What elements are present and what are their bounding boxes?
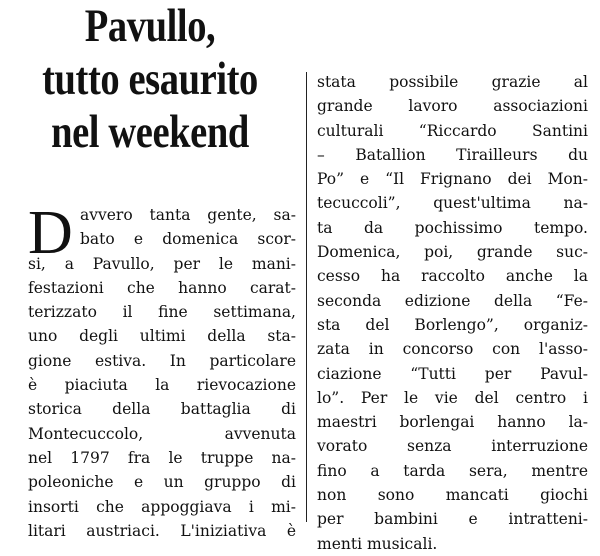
text-line: uno degli ultimi della sta-	[28, 327, 296, 346]
text-line: poleoniche e un gruppo di	[28, 473, 296, 492]
text-line: gione estiva. In particolare	[28, 351, 296, 370]
text-line: stata possibile grazie al	[317, 73, 588, 91]
column-divider	[306, 72, 307, 522]
headline	[27, 0, 273, 159]
text-line: menti musicali.	[317, 534, 438, 553]
headline-line-1: Pavullo,	[84, 0, 216, 52]
text-line: insorti che appoggiava i mi-	[28, 497, 296, 516]
text-line: seconda edizione della “Fe-	[317, 291, 588, 310]
text-line: sta del Borlengo”, organiz-	[317, 315, 588, 334]
text-line: maestri borlengai hanno la-	[317, 413, 588, 432]
text-line: è piaciuta la rievocazione	[28, 376, 296, 395]
text-line: avvero tanta gente, sa-	[80, 206, 296, 224]
text-line: tecuccoli”, quest'ultima na-	[317, 194, 588, 213]
text-line: bato e domenica scor-	[80, 230, 296, 249]
text-line: zata in concorso con l'asso-	[317, 340, 588, 359]
text-line: per bambini e intratteni-	[317, 510, 588, 529]
text-line: – Batallion Tiraillеurs du	[317, 145, 588, 164]
text-line: lo”. Per le vie del centro i	[317, 388, 588, 407]
headline-line-2: tutto esaurito	[42, 53, 258, 105]
text-line: litari austriaci. L'iniziativa è	[28, 521, 296, 540]
text-line: non sono mancati giochi	[317, 486, 588, 505]
text-line: ta da pochissimo tempo.	[317, 218, 588, 237]
text-line: culturali “Riccardo Santini	[317, 121, 588, 140]
text-line: nel 1797 fra le truppe na-	[28, 448, 296, 467]
text-line: cesso ha raccolto anche la	[317, 267, 588, 286]
text-line: festazioni che hanno carat-	[28, 278, 296, 297]
text-line: Po” e “Il Frignano dei Mon-	[317, 170, 588, 189]
text-line: si, a Pavullo, per le mani-	[28, 254, 296, 273]
text-line: Domenica, poi, grande suc-	[317, 243, 588, 262]
text-line: grande lavoro associazioni	[317, 97, 588, 116]
text-line: ciazione “Tutti per Pavul-	[317, 364, 588, 383]
headline-line-3: nel weekend	[51, 106, 249, 158]
drop-cap: D	[28, 199, 73, 267]
right-column	[317, 70, 588, 556]
text-line: vorato senza interruzione	[317, 437, 588, 456]
text-line: terizzato il fine settimana,	[28, 303, 296, 322]
text-line: Montecuccolo, avvenuta	[28, 424, 296, 443]
left-column	[28, 199, 296, 543]
text-line: storica della battaglia di	[28, 400, 296, 419]
text-line: fino a tarda sera, mentre	[317, 461, 588, 480]
